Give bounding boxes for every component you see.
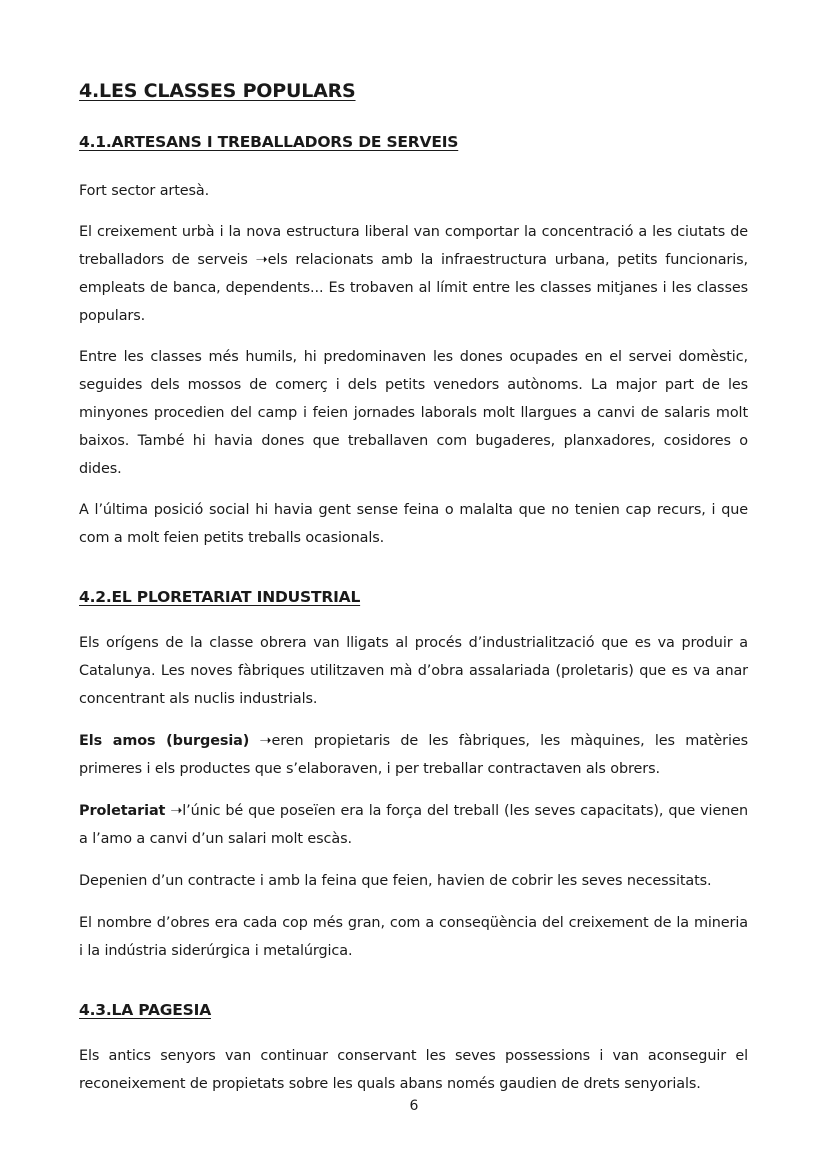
page-number: 6 — [409, 1098, 419, 1114]
subsection-title-artesans: 4.1.ARTESANS I TREBALLADORS DE SERVEIS — [79, 133, 459, 151]
paragraph-contracte: Depenien d’un contracte i amb la feina que feien, havien de cobrir les seves necessitats. — [79, 873, 712, 889]
paragraph-ultima-posicio: A l’última posició social hi havia gent sense feina o malalta que no tenien cap recurs, i que com a molt feien petits treballs ocasionals. — [79, 502, 748, 546]
section-title: 4.LES CLASSES POPULARS — [79, 80, 356, 102]
paragraph-amos — [79, 727, 748, 783]
definition-amos: ➝eren propietaris de les fàbriques, les màquines, les matèries primeres i els productes que s’elaboraven, i per treballar contractaven als obrers. — [79, 733, 749, 777]
paragraph-origens: Els orígens de la classe obrera van lligats al procés d’industrialització que es va produir a Catalunya. Les noves fàbriques utilitzaven mà d’obra assalariada (proletaris) que es va anar concentrant als nuclis industrials. — [79, 635, 748, 707]
paragraph-creixement-urba: El creixement urbà i la nova estructura liberal van comportar la concentració a les ciutats de treballadors de serveis ➝els relacionats amb la infraestructura urbana, petits funcionaris, empleats de banca, dependents... Es trobaven al límit entre les classes mitjanes i les classes populars. — [79, 224, 748, 324]
paragraph-nombre-obres: El nombre d’obres era cada cop més gran, com a conseqüència del creixement de la mineria i la indústria siderúrgica i metalúrgica. — [79, 915, 748, 959]
paragraph-proletariat — [79, 797, 748, 853]
term-amos: Els amos (burgesia) — [79, 733, 250, 749]
document-page — [79, 78, 748, 1098]
paragraph-artesa: Fort sector artesà. — [79, 183, 210, 199]
subsection-title-pagesia: 4.3.LA PAGESIA — [79, 1001, 211, 1019]
subsection-title-proletariat: 4.2.EL PLORETARIAT INDUSTRIAL — [79, 588, 361, 606]
term-proletariat: Proletariat — [79, 803, 166, 819]
paragraph-antics-senyors: Els antics senyors van continuar conservant les seves possessions i van aconseguir el reconeixement de propietats sobre les quals abans només gaudien de drets senyorials. — [79, 1048, 748, 1092]
paragraph-classes-humils: Entre les classes més humils, hi predominaven les dones ocupades en el servei domèstic, seguides dels mossos de comerç i dels petits venedors autònoms. La major part de les minyones procedien del camp i feien jornades laborals molt llargues a canvi de salaris molt baixos. També hi havia dones que treballaven com bugaderes, planxadores, cosidores o dides. — [79, 349, 748, 477]
definition-proletariat: ➝l’únic bé que poseïen era la força del treball (les seves capacitats), que vienen a l’amo a canvi d’un salari molt escàs. — [79, 803, 748, 847]
